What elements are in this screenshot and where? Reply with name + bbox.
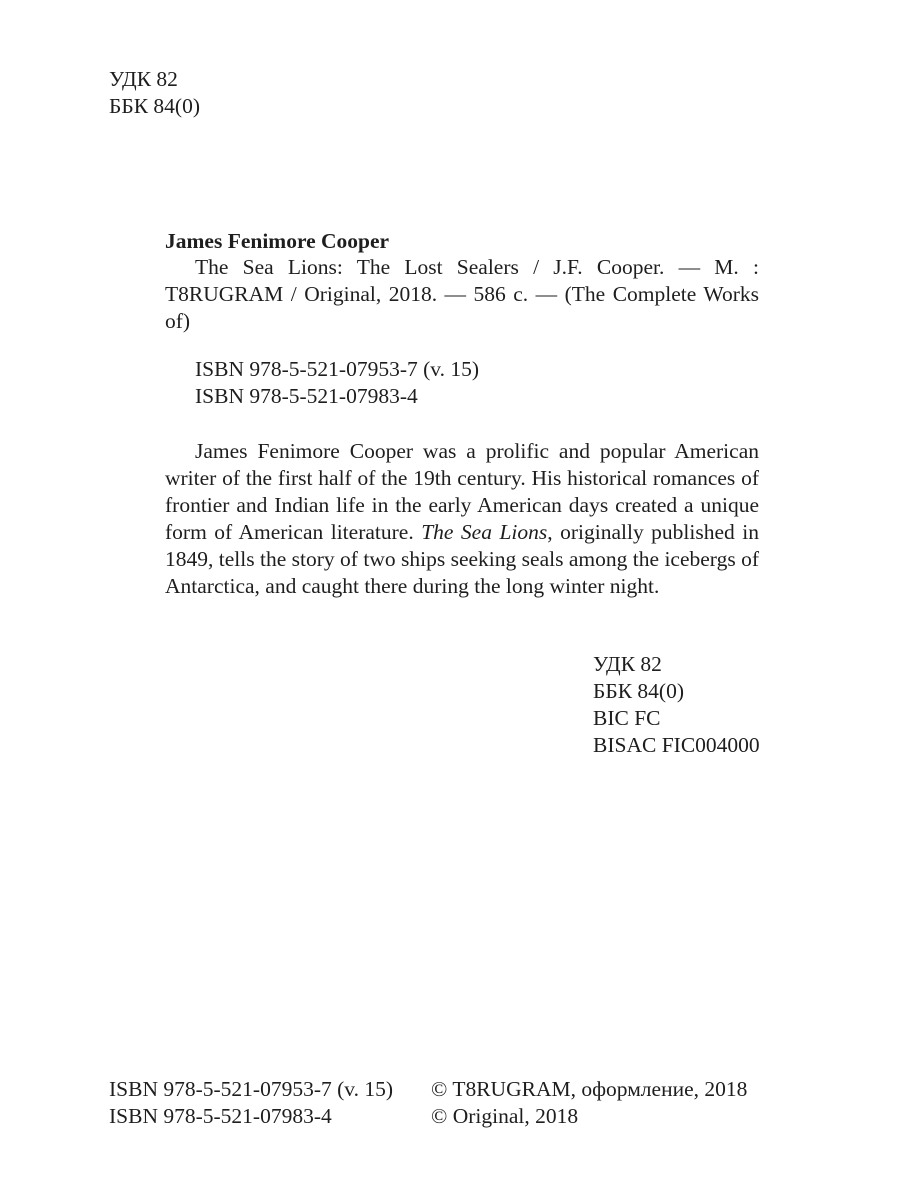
classif-udk: УДК 82 <box>593 652 662 676</box>
isbn-volume: ISBN 978-5-521-07953-7 (v. 15) <box>195 357 480 381</box>
isbn-list <box>195 356 479 410</box>
bbk-code: ББК 84(0) <box>109 94 200 118</box>
copyright-design: © T8RUGRAM, оформление, 2018 <box>431 1077 748 1101</box>
isbn-set: ISBN 978-5-521-07983-4 <box>195 384 418 408</box>
annotation-book-title: The Sea Lions <box>421 520 548 544</box>
author-name: James Fenimore Cooper <box>165 229 390 253</box>
classif-bisac: BISAC FIC004000 <box>593 733 760 757</box>
classif-bbk: ББК 84(0) <box>593 679 684 703</box>
footer-isbn-volume: ISBN 978-5-521-07953-7 (v. 15) <box>109 1077 394 1101</box>
footer-isbn-list <box>109 1076 393 1130</box>
bibliographic-citation: The Sea Lions: The Lost Sealers / J.F. Cooper. — M. : T8RUGRAM / Original, 2018. — 586 с. — (The Complete Works of) <box>165 255 759 333</box>
header-classification-codes <box>109 66 200 120</box>
annotation-text-part2: , originally published in 1849, tells the story of two ships seeking seals among the icebergs of Antarctica, and caught there during the long winter night. <box>165 520 759 598</box>
copyright-original: © Original, 2018 <box>431 1104 579 1128</box>
book-annotation <box>165 438 759 600</box>
footer-copyright <box>431 1076 747 1130</box>
footer-isbn-set: ISBN 978-5-521-07983-4 <box>109 1104 332 1128</box>
classif-bic: BIC FC <box>593 706 661 730</box>
udk-code: УДК 82 <box>109 67 178 91</box>
classification-codes <box>593 651 760 759</box>
annotation-text-part1: James Fenimore Cooper was a prolific and popular American writer of the first half of the 19th century. His historical romances of frontier and Indian life in the early American days created a unique form of American literature. <box>165 439 759 544</box>
